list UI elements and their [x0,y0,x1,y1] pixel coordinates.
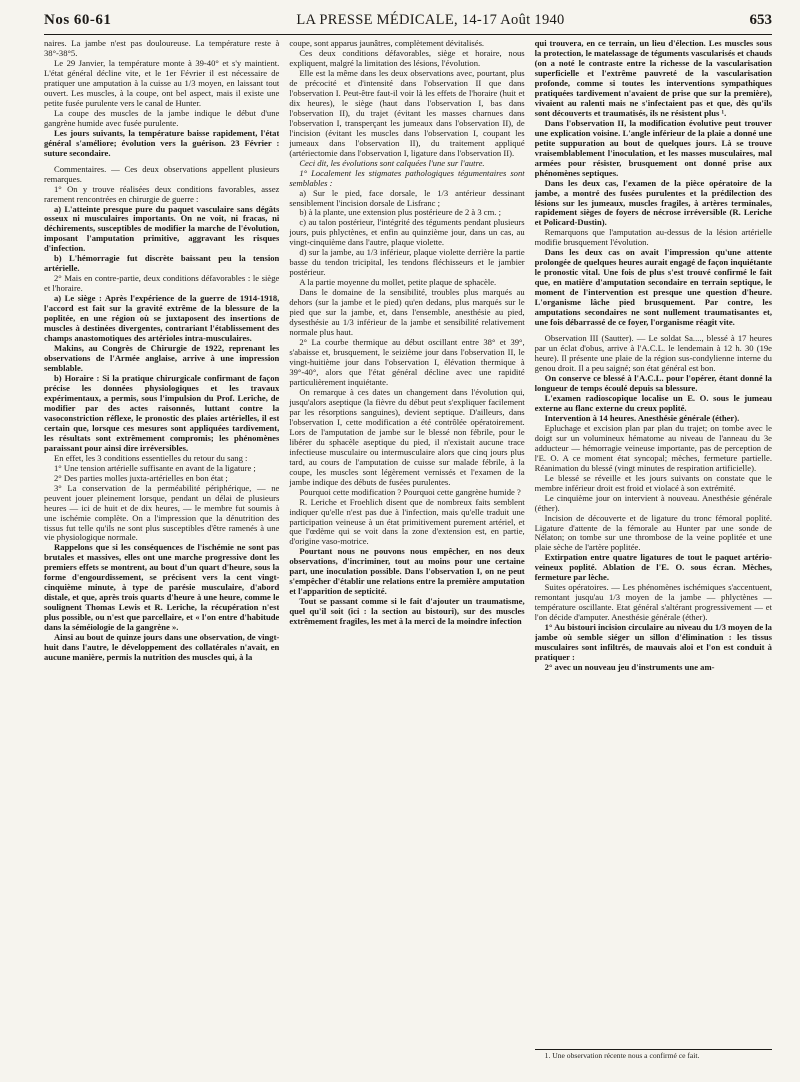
journal-title: LA PRESSE MÉDICALE, 14-17 Août 1940 [296,12,565,28]
paragraph: Extirpation entre quatre ligatures de tout le paquet artério-veineux poplité. Ablation de l'E. O. sous écran. Mèches, fermeture par lèche. [534,552,772,583]
text-columns [44,39,772,1079]
paragraph: Makins, au Congrès de Chirurgie de 1922, reprenant les observations de l'Armée anglaise, arrive à une impression semblable. [44,343,280,373]
paragraph: 3° La conservation de la perméabilité périphérique, — ne peuvent jouer pleinement lorsque, pendant un délai de plusieurs heures — ici de huit et de dix heures, — le membre fut soumis à une ischémie complète. On a l'impression que la dénutrition des tissus fut telle qu'ils ne sont plus susceptibles d'être ramenés à une vie physiologique normale. [44,482,280,543]
paragraph: 2° La courbe thermique au début oscillant entre 38° et 39°, s'abaisse et, brusquement, le seizième jour dans l'observation II, le vingt-huitième jour dans l'observation I, élévation thermique à 39°-40°, alors que l'état général décline avec une rapidité particulièrement inquiétante. [289,337,525,387]
footnote-text: 1. Une observation récente nous a confirmé ce fait. [544,1051,700,1061]
paragraph: Suites opératoires. — Les phénomènes ischémiques s'accentuent, remontant jusqu'au 1/3 moyen de la jambe — phlyctènes — température oscillante. Etat général s'altérant progressivement — et l'on décide d'amputer. Anesthésie générale (éther). [534,582,772,623]
paragraph: 1° On y trouve réalisées deux conditions favorables, assez rarement rencontrées en chirurgie de guerre : [44,183,280,204]
paragraph: Epluchage et excision plan par plan du trajet; on tombe avec le doigt sur un volumineux hématome au niveau de l'anneau du 3e adducteur — hémorragie veineuse importante, pas de perception de l'E. O. A ce moment état syncopal; mèches, fermeture partielle. Réanimation du blessé (vingt minutes de respiration artificielle). [534,422,772,473]
paragraph: Observation III (Sautter). — Le soldat Sa...., blessé à 17 heures par un éclat d'obus, arrive à l'A.C.L. le lendemain à 12 h. 30 (19e heure). Il présente une plaie de la région sus-condylienne interne du genou droit. Il a peu saigné; son état général est bon. [534,333,772,373]
paragraph: Pourtant nous ne pouvons nous empêcher, en nos deux observations, d'incriminer, tout au moins pour une certaine part, une inoculation possible. Dans l'observation I, on ne peut s'empêcher d'établir une relations entre la première amputation et l'apparition de septicité. [289,546,525,597]
paragraph: 2° Mais en contre-partie, deux conditions défavorables : le siège et l'horaire. [44,273,280,294]
issue-number: Nos 60-61 [44,12,112,28]
paragraph: Elle est la même dans les deux observations avec, pourtant, plus de précocité et d'intensité dans l'observation II que dans l'observation I. Peut-être faut-il voir là les effets de l'horaire (huit et dix heures), le siège (haut dans l'observation I, bas dans l'observation II), du trajet (évitant les masses charnues dans l'observation I, transperçant les jumeaux dans l'observation II), de l'incision (évitant les muscles dans l'observation I, coupant les jumeaux dans l'observation II), du traitement appliqué (artériectomie dans l'observation I, ligature dans l'observation II). [289,67,525,158]
paragraph: Ceci dit, les évolutions sont calquées l'une sur l'autre. [299,157,485,168]
paragraph: Intervention à 14 heures. Anesthésie générale (éther). [544,412,740,423]
paragraph: Les jours suivants, la température baisse rapidement, l'état général s'améliore; évolution vers la guérison. 23 Février : suture secondaire. [44,127,280,158]
paragraph: Le 29 Janvier, la température monte à 39-40° et s'y maintient. L'état général décline vite, et le 1er Février il est nécessaire de pratiquer une amputation à la cuisse au 1/3 moyen, en laissant tout ouvert. Les muscles, à la coupe, ont bel aspect, mais il existe une petite fusée purulente vers le canal de Hunter. [44,57,280,108]
paragraph: La coupe des muscles de la jambe indique le début d'une gangrène humide avec fusée purulente. [44,107,280,128]
paragraph: 1° Au bistouri incision circulaire au niveau du 1/3 moyen de la jambe où semble siéger un sillon d'élimination : les tissus musculaires sont infiltrés, de mauvais aloi et l'on est conduit à pratiquer : [534,622,772,663]
column-2 [289,39,524,1079]
paragraph: Commentaires. — Ces deux observations appellent plusieurs remarques. [44,163,280,184]
paragraph: c) au talon postérieur, l'intégrité des téguments pendant plusieurs jours, puis phlyctènes, et enfin au quinzième jour, dans un cas, au vingt-cinquième dans l'autre, plaque violette. [289,217,525,248]
column-1 [44,39,279,1079]
paragraph: naires. La jambe n'est pas douloureuse. La température reste à 38°-38°5. [44,39,280,58]
footnote [535,1049,772,1061]
paragraph: Ainsi au bout de quinze jours dans une observation, de vingt-huit dans l'autre, le développement des collatérales n'avait, en aucune manière, permis la nutrition des muscles qui, à la [44,632,280,663]
paragraph: qui trouvera, en ce terrain, un lieu d'élection. Les muscles sous la protection, le matelassage de téguments vascularisés et chauds (on a noté le contraste entre la richesse de la vascularisation superficielle et l'extrême pauvreté de la vascularisation profonde, comme si toutes les interventions sympathiques pratiquées tardivement n'avaient de prise que sur la première), vivaient au ralenti mais ne s'infectaient pas et que, dès qu'ils sont découverts et traumatisés, ils ne résistent plus ¹. [534,39,772,118]
paragraph: Incision de découverte et de ligature du tronc fémoral poplité. Ligature d'attente de la fémorale au Hunter par une sonde de Nélaton; on tombe sur une thrombose de la veine poplitée et une plaie sèche de l'artère poplitée. [534,512,772,553]
paragraph: Dans l'observation II, la modification évolutive peut trouver une explication voisine. L'angle inférieur de la plaie a donné une petite suppuration au bout de quelques jours. Là se trouve vraisemblablement l'inoculation, et les masses musculaires, mal armées pour résister, brusquement ont donné prise aux phénomènes septiques. [534,117,772,178]
running-header [44,12,772,35]
paragraph: Pourquoi cette modification ? Pourquoi cette gangrène humide ? [299,486,521,497]
paragraph: Remarquons que l'amputation au-dessus de la lésion artérielle modifie brusquement l'évolution. [534,227,772,248]
paragraph: En effet, les 3 conditions essentielles du retour du sang : [54,452,248,463]
paragraph: 2° avec un nouveau jeu d'instruments une am- [544,662,715,673]
paragraph: b) Horaire : Si la pratique chirurgicale confirmant de façon précise les données physiologiques et les travaux expérimentaux, a permis, sous l'impulsion du Prof. Leriche, de modifier par des actes raisonnés, luttant contre la vasoconstriction réflexe, le pronostic des plaies artérielles, il est certain que, lorsque ces mesures sont appliquées tardivement, les résultats sont extrêmement compromis; les phénomènes paraissant pour ainsi dire irréversibles. [44,372,280,453]
paragraph: Le cinquième jour on intervient à nouveau. Anesthésie générale (éther). [534,492,772,513]
paragraph: b) L'hémorragie fut discrète baissant peu la tension artérielle. [44,253,280,274]
paragraph: On remarque à ces dates un changement dans l'évolution qui, jusqu'alors aseptique (la fièvre du début peut s'expliquer facilement par les résorptions sanguines), devient septique. D'ailleurs, dans l'observation I, cette modification a été contrôlée opératoirement. Lors de l'amputation de jambe sur le blessé non fébrile, pour le libérer du sphacèle aseptique du pied, il n'existait aucune trace infectieuse musculaire ou intermusculaire alors que cinq jours plus tard, au cours de l'amputation de cuisse sur malade fébrile, à la coupe, les muscles sont légèrement vernissés et l'examen de la jambe indique des débuts de fusées purulentes. [289,386,525,487]
page-number: 653 [749,12,772,28]
paragraph: On conserve ce blessé à l'A.C.L. pour l'opérer, étant donné la longueur de temps écoulé depuis sa blessure. [534,372,772,393]
paragraph: a) Sur le pied, face dorsale, le 1/3 antérieur dessinant sensiblement l'incision dorsale de Lisfranc ; [289,187,525,208]
paragraph: Le blessé se réveille et les jours suivants on constate que le membre inférieur droit est froid et violacé à son extrémité. [534,472,772,493]
paragraph: L'examen radioscopique localise un E. O. sous le jumeau externe au flanc externe du creux poplité. [534,392,772,413]
paragraph: d) sur la jambe, au 1/3 inférieur, plaque violette derrière la partie basse du tendon tricipital, les tendons fléchisseurs et le jambier postérieur. [289,247,525,278]
paragraph: Dans les deux cas on avait l'impression qu'une attente prolongée de quelques heures aurait engagé de façon inquiétante le pronostic vital. Une fois de plus s'est trouvé confirmé le fait que, en matière d'amputation secondaire en terrain septique, le moment de l'intervention est presque une question d'heure. L'organisme lâche pied brusquement. Par contre, les amputations secondaires ne sont nullement traumatisantes et, une fois débarrassé de ce foyer, l'organisme réagit vite. [534,247,772,328]
paragraph: Dans les deux cas, l'examen de la pièce opératoire de la jambe, a montré des fusées purulentes et la prédilection des lésions sur les jumeaux, muscles fragiles, à artères terminales, rapidement sièges de foyers de nécrose irréversible (R. Leriche et Policard-Dustin). [534,177,772,228]
paragraph: Tout se passant comme si le fait d'ajouter un traumatisme, quel qu'il soit (ici : la section au bistouri), sur des muscles extrêmement fragiles, les met à la merci de la moindre infection [289,596,525,627]
paragraph: 1° Une tension artérielle suffisante en avant de la ligature ; [54,462,256,473]
column-3 [535,39,772,1079]
paragraph: a) L'atteinte presque pure du paquet vasculaire sans dégâts osseux ni musculaires importants. On ne voit, ni fracas, ni déchirements, susceptibles de modifier la marche de l'évolution, imposant l'amputation primitive, aggravant les risques d'infection. [44,203,280,254]
paragraph: 1° Localement les stigmates pathologiques tégumentaires sont semblables : [289,167,525,188]
paragraph: b) à la plante, une extension plus postérieure de 2 à 3 cm. ; [299,207,501,218]
paragraph: a) Le siège : Après l'expérience de la guerre de 1914-1918, l'accord est fait sur la gravité extrême de la blessure de la poplitée, en une région où se juxtaposent des insertions de muscles à destinées divergentes, contrariant l'établissement des champs anastomotiques des artérioles intra-musculaires. [44,293,280,344]
paragraph: R. Leriche et Froehlich disent que de nombreux faits semblent indiquer qu'elle n'est pas due à l'infection, mais qu'elle traduit une participation veineuse à un état primitivement purement artériel, et que l'œdème qui se voit dans la zone d'extension est, en partie, d'origine vaso-motrice. [289,496,525,547]
paragraph: A la partie moyenne du mollet, petite plaque de sphacèle. [299,277,497,288]
paragraph: Ces deux conditions défavorables, siège et horaire, nous expliquent, malgré la limitation des lésions, l'évolution. [289,47,525,68]
paragraph: coupe, sont apparus jaunâtres, complètement dévitalisés. [289,39,485,48]
paragraph: 2° Des parties molles juxta-artérielles en bon état ; [54,472,228,483]
paragraph: Rappelons que si les conséquences de l'ischémie ne sont pas brutales et massives, elles ont une marche progressive dont les premiers effets se montrent, au bout d'un quart d'heure, sous la forme d'engourdissement, se précisent vers la cent vingt-cinquième minute, à type de parésie musculaire, d'abord distale, et que, après trois quarts d'heure à une heure, comme le soulignent Thomas Lewis et R. Leriche, la récupération n'est plus possible, ou n'est que parcellaire, et « l'on entre d'habitude dans la séméiologie de la gangrène ». [44,542,280,633]
paragraph: Dans le domaine de la sensibilité, troubles plus marqués au dehors (sur la jambe et le pied) qu'en dedans, plus marqués sur le pied que sur la jambe, et, dans l'ensemble, anesthésie au pied, dysesthésie au 1/3 inférieur de la jambe et sensibilité relativement normale plus haut. [289,287,525,338]
